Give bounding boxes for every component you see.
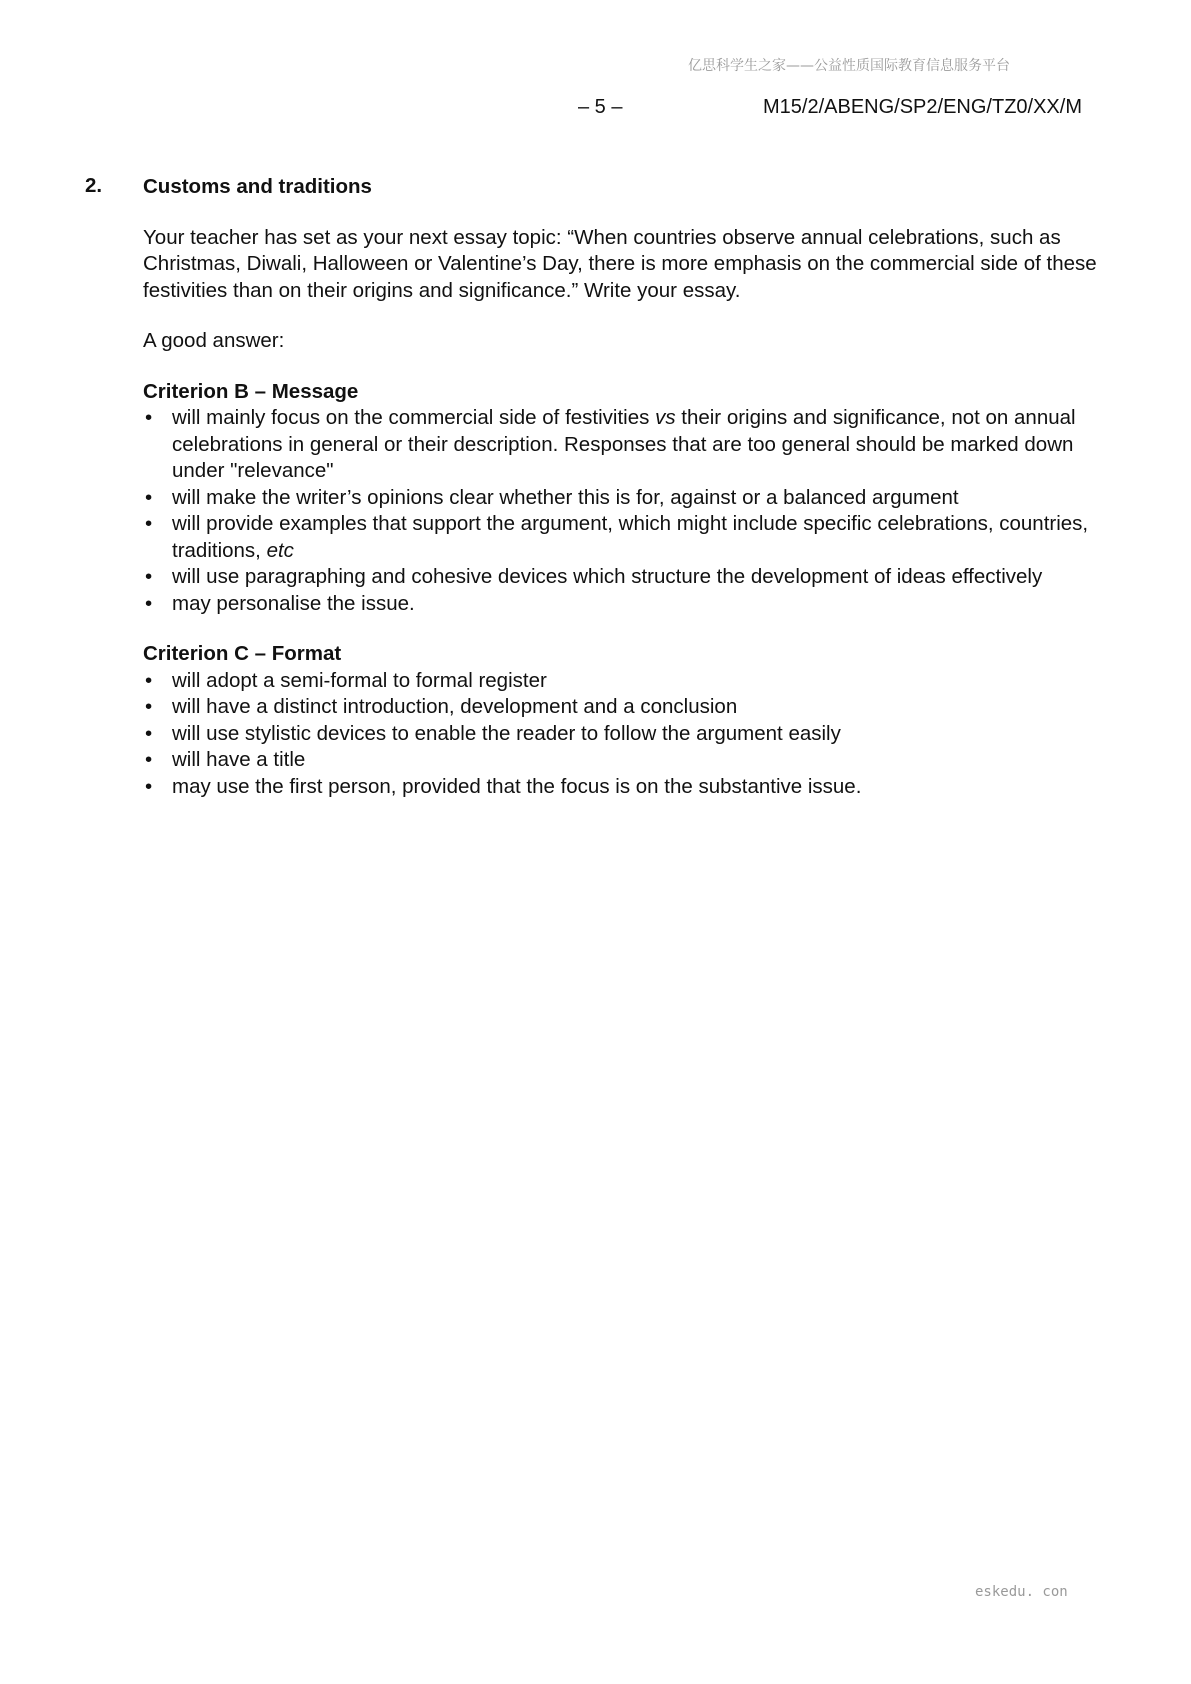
list-item-text: will provide examples that support the argument, which might include specific celebrations, countries, traditions,	[172, 512, 1089, 562]
list-item-text: will use paragraphing and cohesive devices which structure the development of ideas effectively	[172, 565, 1043, 588]
bullet-icon: •	[145, 668, 153, 692]
question-number: 2.	[85, 174, 103, 197]
bullet-icon: •	[145, 512, 153, 535]
list-item	[143, 511, 1118, 564]
bullet-icon: •	[145, 695, 153, 718]
list-item-text: will have a distinct introduction, development and a conclusion	[172, 695, 738, 718]
watermark-top: 亿思科学生之家——公益性质国际教育信息服务平台	[688, 58, 1010, 74]
criterion-b-list	[143, 405, 1118, 617]
list-item-text: will have a title	[172, 748, 306, 771]
list-item-text: may personalise the issue.	[172, 591, 415, 615]
list-item-text: their origins and significance, not on annual celebrations in general or their description. Responses that are too general should be marked down under "relevance"	[172, 406, 1076, 482]
list-item-text: will adopt a semi-formal to formal register	[172, 668, 547, 692]
bullet-icon: •	[145, 591, 153, 615]
question-title: Customs and traditions	[143, 175, 372, 198]
list-item	[143, 485, 1118, 512]
essay-prompt: Your teacher has set as your next essay topic: “When countries observe annual celebrations, such as Christmas, Diwali, Halloween or Valentine’s Day, there is more emphasis on the commercial side of these festivities than on their origins and significance.” Write your essay.	[143, 225, 1097, 302]
list-item	[143, 591, 1118, 618]
bullet-icon: •	[145, 565, 153, 588]
list-item	[143, 721, 1118, 748]
list-item-text: will mainly focus on the commercial side of festivities	[172, 406, 656, 429]
bullet-icon: •	[145, 748, 153, 771]
question-content	[143, 174, 1118, 824]
document-code: M15/2/ABENG/SP2/ENG/TZ0/XX/M	[763, 96, 1082, 118]
list-item-italic: vs	[655, 406, 676, 429]
bullet-icon: •	[145, 406, 153, 429]
bullet-icon: •	[145, 485, 153, 509]
list-item-italic: etc	[266, 538, 294, 562]
criterion-c-list	[143, 668, 1118, 801]
criterion-c-title: Criterion C – Format	[143, 642, 342, 665]
list-item	[143, 774, 1118, 801]
list-item-text: will use stylistic devices to enable the reader to follow the argument easily	[172, 721, 841, 745]
list-item	[143, 564, 1118, 591]
list-item	[143, 668, 1118, 695]
list-item	[143, 694, 1118, 721]
list-item-text: will make the writer’s opinions clear whether this is for, against or a balanced argument	[172, 485, 959, 509]
watermark-bottom: eskedu. con	[975, 1584, 1068, 1600]
list-item-text: may use the first person, provided that the focus is on the substantive issue.	[172, 774, 862, 798]
bullet-icon: •	[145, 774, 153, 798]
good-answer-intro: A good answer:	[143, 329, 285, 352]
list-item	[143, 405, 1118, 485]
criterion-b-title: Criterion B – Message	[143, 379, 359, 403]
page-number: – 5 –	[578, 96, 623, 118]
bullet-icon: •	[145, 721, 153, 745]
list-item	[143, 747, 1118, 774]
